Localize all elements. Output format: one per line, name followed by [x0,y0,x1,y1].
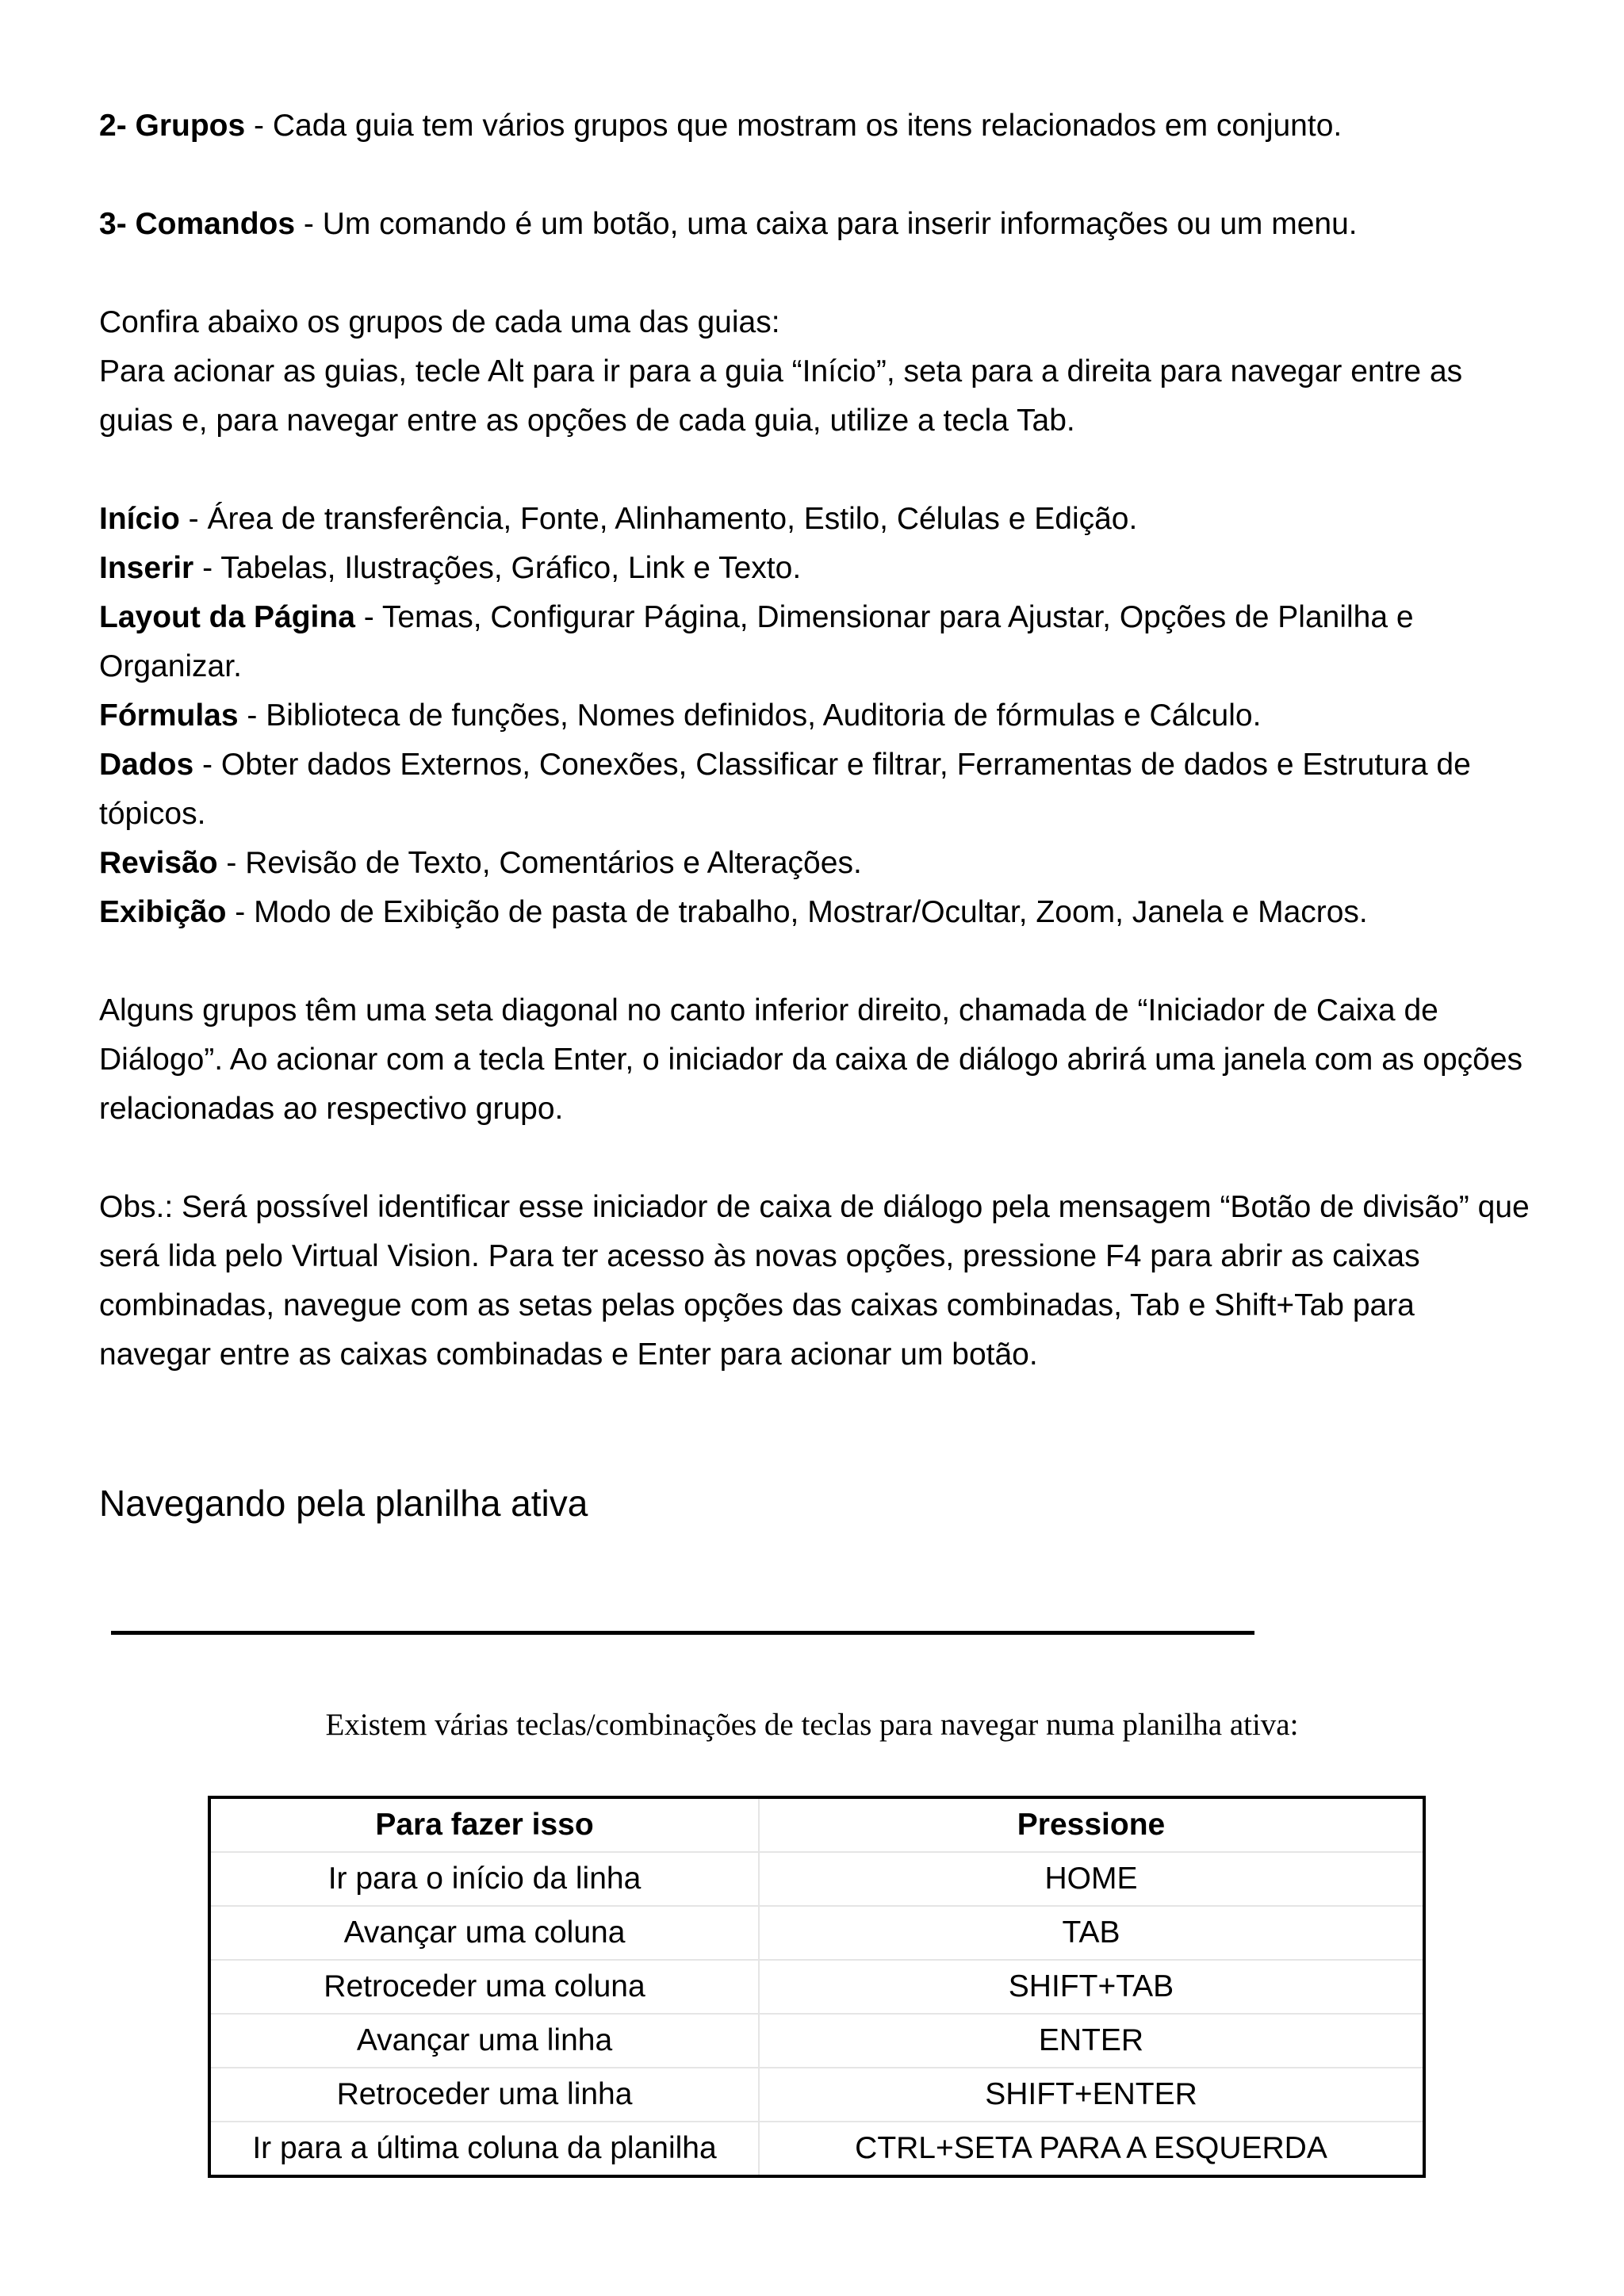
tab-name: Layout da Página [99,600,355,634]
column-header: Para fazer isso [211,1799,759,1852]
section-divider [111,1631,1254,1635]
action-cell: Retroceder uma linha [211,2068,759,2122]
table-header-row [211,1799,1423,1852]
table-row [211,2068,1423,2122]
tab-entry-formulas [99,691,1534,740]
tab-groups-list [99,495,1534,937]
tab-entry-dados [99,740,1534,839]
action-cell: Ir para o início da linha [211,1852,759,1906]
tab-entry-inicio [99,495,1534,544]
action-cell: Avançar uma linha [211,2014,759,2068]
tab-entry-layout [99,593,1534,691]
tab-groups: - Temas, Configurar Página, Dimensionar para Ajustar, Opções de Planilha e Organizar. [99,600,1414,683]
tab-groups: - Modo de Exibição de pasta de trabalho, Mostrar/Ocultar, Zoom, Janela e Macros. [226,895,1368,929]
table-row [211,1960,1423,2014]
text-comandos: - Um comando é um botão, uma caixa para inserir informações ou um menu. [295,207,1358,241]
key-cell: HOME [759,1852,1423,1906]
table-row [211,1906,1423,1960]
paragraph-acionar-guias: Para acionar as guias, tecle Alt para ir para a guia “Início”, seta para a direita para navegar entre as guias e, para navegar entre as opções de cada guia, utilize a tecla Tab. [99,354,1463,438]
action-cell: Ir para a última coluna da planilha [211,2122,759,2175]
paragraph-comandos [99,200,1534,249]
tab-groups: - Área de transferência, Fonte, Alinhamento, Estilo, Células e Edição. [179,502,1138,536]
tab-name: Fórmulas [99,698,239,733]
tab-groups: - Revisão de Texto, Comentários e Alterações. [217,846,862,880]
tab-groups: - Tabelas, Ilustrações, Gráfico, Link e Texto. [193,551,802,585]
action-cell: Retroceder uma coluna [211,1960,759,2014]
tab-name: Inserir [99,551,194,585]
text-grupos: - Cada guia tem vários grupos que mostram os itens relacionados em conjunto. [245,109,1342,143]
document-body [99,101,1534,1529]
tab-name: Exibição [99,895,227,929]
section-title: Navegando pela planilha ativa [99,1483,588,1524]
tab-name: Dados [99,748,194,782]
key-cell: SHIFT+ENTER [759,2068,1423,2122]
paragraph-confira: Confira abaixo os grupos de cada uma das guias: [99,305,780,339]
column-header: Pressione [759,1799,1423,1852]
tab-entry-exibicao [99,888,1534,937]
shortcut-table [208,1796,1426,2178]
tab-name: Revisão [99,846,218,880]
paragraph-dialog-launcher: Alguns grupos têm uma seta diagonal no canto inferior direito, chamada de “Iniciador de Caixa de Diálogo”. Ao acionar com a tecla Enter, o iniciador da caixa de diálogo abrirá uma janela com as opções relacionadas ao respectivo grupo. [99,993,1523,1126]
tab-groups: - Biblioteca de funções, Nomes definidos, Auditoria de fórmulas e Cálculo. [238,698,1262,733]
tab-groups: - Obter dados Externos, Conexões, Classificar e filtrar, Ferramentas de dados e Estrutura de tópicos. [99,748,1471,831]
paragraph-grupos [99,101,1534,151]
action-cell: Avançar uma coluna [211,1906,759,1960]
term-comandos: 3- Comandos [99,207,296,241]
table-row [211,2014,1423,2068]
table-intro: Existem várias teclas/combinações de teclas para navegar numa planilha ativa: [325,1708,1299,1742]
table-row [211,1852,1423,1906]
key-cell: TAB [759,1906,1423,1960]
key-cell: CTRL+SETA PARA A ESQUERDA [855,2131,1327,2165]
table-row [211,2122,1423,2175]
key-cell: ENTER [759,2014,1423,2068]
tab-entry-revisao [99,839,1534,888]
paragraph-obs: Obs.: Será possível identificar esse iniciador de caixa de diálogo pela mensagem “Botão de divisão” que será lida pelo Virtual Vision. Para ter acesso às novas opções, pressione F4 para abrir as caixas combinadas, navegue com as setas pelas opções das caixas combinadas, Tab e Shift+Tab para navegar entre as caixas combinadas e Enter para acionar um botão. [99,1190,1530,1372]
term-grupos: 2- Grupos [99,109,246,143]
tab-entry-inserir [99,544,1534,593]
key-cell: SHIFT+TAB [759,1960,1423,2014]
tab-name: Início [99,502,180,536]
